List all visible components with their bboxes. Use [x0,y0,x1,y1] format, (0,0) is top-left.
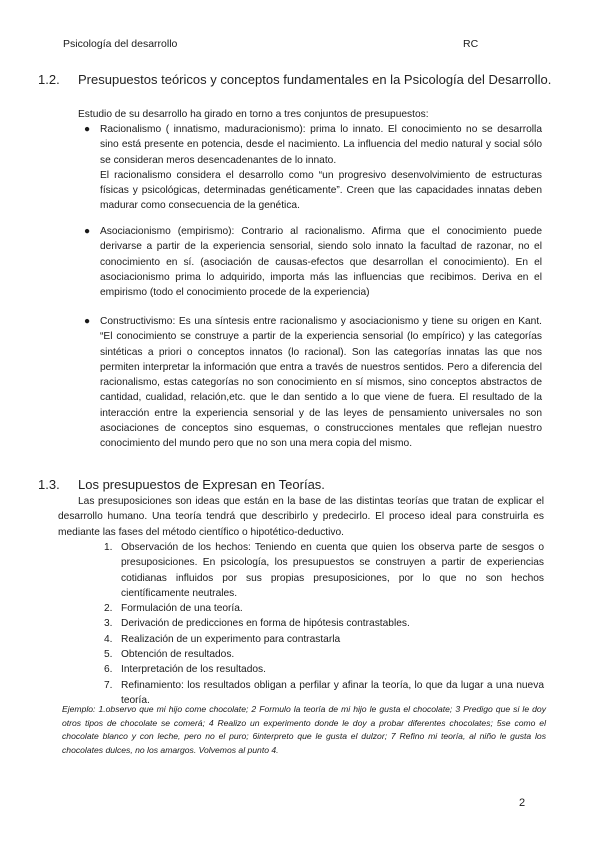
list-item-racionalismo [84,122,542,214]
bullet-text: Asociacionismo (empirismo): Contrario al racionalismo. Afirma que el conocimiento puede derivarse a partir de la experiencia sensorial, siendo solo innato la facultad de razonar, no el conocimiento en sí. (asociación de causas-efectos que desarrollan el conocimiento). En el asociacionismo prima lo adquirido, importa más las influencias que recibimos. Deriva en el empirismo (todo el conocimiento procede de la experiencia) [100,226,542,299]
section-number: 1.2. [38,72,60,87]
bullet-text-extra: El racionalismo considera el desarrollo como “un progresivo desenvolvimiento de estructuras físicas y psicológicas, determinadas genéticamente”. Creen que las capacidades innatas deben madurar como consecuencia de la genética. [100,169,542,212]
course-title: Psicología del desarrollo [63,38,178,50]
bullet-icon: ● [84,316,91,327]
list-item-constructivismo [84,314,542,452]
section-intro: Las presuposiciones son ideas que están en la base de las distintas teorías que tratan de explicar el desarrollo humano. Una teoría tendrá que describirlo y predecirlo. El proceso ideal para construirla es mediante las fases del método científico o hipotético-deductivo. [58,496,544,538]
method-steps-list [104,540,544,708]
list-item: 3. Derivación de predicciones en forma de hipótesis contrastables. [104,618,410,630]
page-number: 2 [519,797,526,809]
bullet-icon: ● [84,226,91,237]
bullet-icon: ● [84,124,91,135]
section-number: 1.3. [38,477,60,492]
bullet-text: Constructivismo: Es una síntesis entre racionalismo y asociacionismo y tiene su origen en Kant. “El conocimiento se construye a partir de la experiencia sensorial (lo empírico) y las categorías sintéticas a priori o conceptos innatos (lo racional). Son las categorías innatas las que nos permiten interpretar la información que entra a través de nuestros sentidos. Pero a diferencia del racionalismo, estas categorías no son conocimiento en sí mismos, sino conceptos abstractos de cantidad, cualidad, relación,etc. que le dan sentido a lo que viene de fuera. El resultado de la interacción entre la experiencia sensorial y de las leyes de pensamiento universales no son asociaciones de conceptos sino esquemas, o construcciones mentales que reflejan nuestro conocimiento del mundo pero que no son una mera copia del mismo. [100,316,542,450]
list-item: 6. Interpretación de los resultados. [104,664,266,676]
list-item: 4. Realización de un experimento para contrastarla [104,633,341,645]
list-item-asociacionismo [84,224,542,300]
section-intro: Estudio de su desarrollo ha girado en torno a tres conjuntos de presupuestos: [78,109,429,120]
example-note: Ejemplo: 1.observo que mi hijo come chocolate; 2 Formulo la teoría de mi hijo le gusta el chocolate; 3 Predigo que si le doy otros tipos de chocolate se comerá; 4 Realizo un experimento donde le doy a probar diferentes chocolates; 5se como el chocolate blanco y con leche, pero no el puro; 6interpreto que le gusta el dulzor; 7 Refino mi teoría, al niño le gusta los chocolates dulces, no los amargos. Volvemos al punto 4. [62,704,546,755]
section-title: Presupuestos teóricos y conceptos fundamentales en la Psicología del Desarrollo. [78,72,552,87]
author-initials: RC [463,38,479,50]
bullet-text: Racionalismo ( innatismo, maduracionismo): prima lo innato. El conocimiento no se desarrolla sino está presente en potencia, desde el nacimiento. La influencia del medio natural y social sólo se consideran meros desencadenantes de lo innato. [100,124,542,166]
list-item: 7. Refinamiento: los resultados obligan a perfilar y afinar la teoría, lo que da lugar a una nueva teoría. [104,679,544,706]
list-item: 5. Obtención de resultados. [104,649,235,661]
section-title: Los presupuestos de Expresan en Teorías. [78,477,325,492]
page-header [63,38,532,50]
list-item: 2. Formulación de una teoría. [104,603,243,615]
list-item: 1. Observación de los hechos: Teniendo en cuenta que quien los observa parte de sesgos o presuposiciones. En psicología, los presupuestos se construyen a partir de experiencias cotidianas influidos por sus propias presuposiciones, por lo que no son hechos científicamente neutrales. [104,542,544,599]
